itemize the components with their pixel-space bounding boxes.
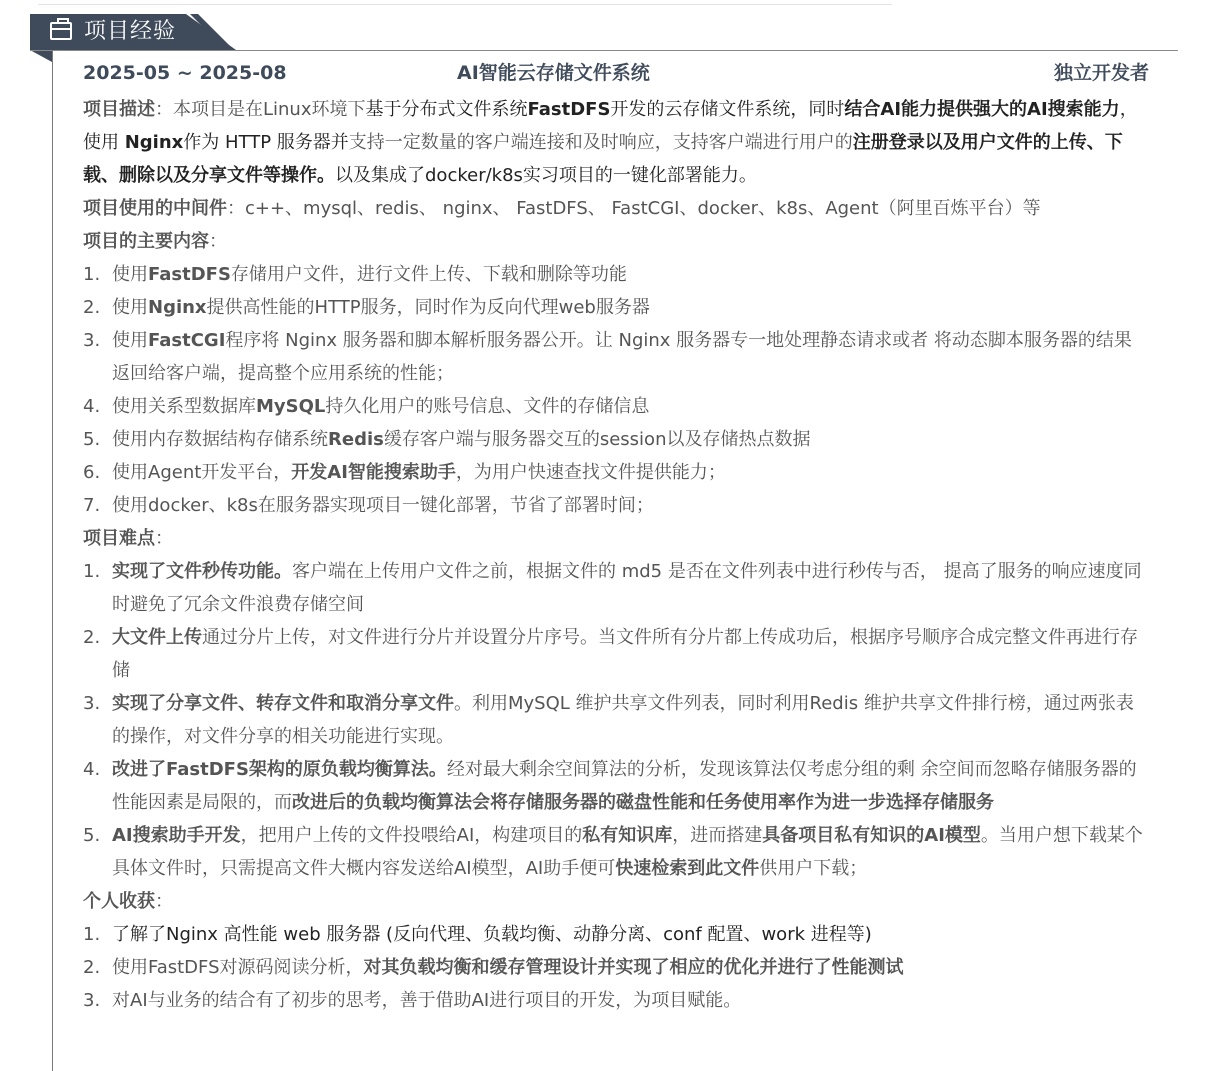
project-date-range: 2025-05 ~ 2025-08 — [83, 62, 287, 84]
project-name: AI智能云存储文件系统 — [457, 62, 650, 84]
difficulty-item: 4. 改进了FastDFS架构的原负载均衡算法。经对最大剩余空间算法的分析，发现该算法仅考虑分组的剩 余空间而忽略存储服务器的性能因素是局限的，而改进后的负载均衡算法会将存储服务器的磁盘性能和任务使用率作为进一步选择存储服务 — [83, 753, 1149, 819]
project-description: 项目描述：本项目是在Linux环境下基于分布式文件系统FastDFS开发的云存储文件系统，同时结合AI能力提供强大的AI搜索能力，使用 Nginx作为 HTTP 服务器并支持一定数量的客户端连接和及时响应，支持客户端进行用户的注册登录以及用户文件的上传、下载、删除以及分享文件等操作。以及集成了docker/k8s实习项目的一键化部署能力。 — [83, 99, 1138, 186]
top-divider — [38, 4, 892, 5]
difficulty-item: 3. 实现了分享文件、转存文件和取消分享文件。利用MySQL 维护共享文件列表，同时利用Redis 维护共享文件排行榜，通过两张表的操作，对文件分享的相关功能进行实现。 — [83, 687, 1149, 753]
gain-item: 1. 了解了Nginx 高性能 web 服务器 (反向代理、负载均衡、动静分离、conf 配置、work 进程等) — [83, 918, 1149, 951]
difficulty-item: 5. AI搜索助手开发，把用户上传的文件投喂给AI，构建项目的私有知识库，进而搭建具备项目私有知识的AI模型。当用户想下载某个具体文件时，只需提高文件大概内容发送给AI模型，AI助手便可快速检索到此文件供用户下载； — [83, 819, 1149, 885]
difficulties-list — [83, 555, 1149, 885]
list-number: 1. — [83, 561, 101, 582]
list-number: 5. — [83, 825, 101, 846]
main-content-item: 5. 使用内存数据结构存储系统Redis缓存客户端与服务器交互的session以及存储热点数据 — [83, 423, 1149, 456]
list-number: 6. — [83, 462, 101, 483]
list-number: 4. — [83, 759, 101, 780]
main-content-item: 6. 使用Agent开发平台，开发AI智能搜索助手，为用户快速查找文件提供能力； — [83, 456, 1149, 489]
middleware-line: 项目使用的中间件：c++、mysql、redis、 nginx、 FastDFS、 FastCGI、docker、k8s、Agent（阿里百炼平台）等 — [83, 198, 1041, 219]
list-number: 5. — [83, 429, 101, 450]
list-number: 7. — [83, 495, 101, 516]
difficulty-item: 2. 大文件上传通过分片上传，对文件进行分片并设置分片序号。当文件所有分片都上传成功后，根据序号顺序合成完整文件再进行存储 — [83, 621, 1149, 687]
gains-list — [83, 918, 1149, 1017]
timeline-line — [52, 50, 53, 1071]
project-content — [83, 57, 1149, 1017]
list-number: 4. — [83, 396, 101, 417]
main-content-heading: 项目的主要内容： — [83, 231, 227, 252]
gain-item: 2. 使用FastDFS对源码阅读分析，对其负载均衡和缓存管理设计并实现了相应的优化并进行了性能测试 — [83, 951, 1149, 984]
difficulty-item: 1. 实现了文件秒传功能。客户端在上传用户文件之前，根据文件的 md5 是否在文件列表中进行秒传与否， 提高了服务的响应速度同时避免了冗余文件浪费存储空间 — [83, 555, 1149, 621]
gains-heading: 个人收获： — [83, 891, 173, 912]
main-content-item: 4. 使用关系型数据库MySQL持久化用户的账号信息、文件的存储信息 — [83, 390, 1149, 423]
briefcase-icon — [50, 22, 72, 40]
project-header — [83, 57, 1149, 93]
list-number: 3. — [83, 330, 101, 351]
middleware-label: 项目使用的中间件 — [83, 198, 227, 219]
section-title: 项目经验 — [84, 19, 177, 44]
main-content-item: 2. 使用Nginx提供高性能的HTTP服务，同时作为反向代理web服务器 — [83, 291, 1149, 324]
list-number: 2. — [83, 957, 101, 978]
list-number: 2. — [83, 297, 101, 318]
list-number: 3. — [83, 990, 101, 1011]
gain-item: 3. 对AI与业务的结合有了初步的思考，善于借助AI进行项目的开发，为项目赋能。 — [83, 984, 1149, 1017]
main-content-item: 3. 使用FastCGI程序将 Nginx 服务器和脚本解析服务器公开。让 Nginx 服务器专一地处理静态请求或者 将动态脚本服务器的结果返回给客户端，提高整个应用系统的性能； — [83, 324, 1149, 390]
main-content-item: 1. 使用FastDFS存储用户文件，进行文件上传、下载和删除等功能 — [83, 258, 1149, 291]
difficulties-heading: 项目难点： — [83, 528, 173, 549]
list-number: 3. — [83, 693, 101, 714]
section-underline — [30, 50, 1178, 51]
list-number: 2. — [83, 627, 101, 648]
main-content-list — [83, 258, 1149, 522]
list-number: 1. — [83, 264, 101, 285]
description-label: 项目描述 — [83, 99, 155, 120]
main-content-item: 7. 使用docker、k8s在服务器实现项目一键化部署，节省了部署时间； — [83, 489, 1149, 522]
section-tab-fold — [30, 50, 52, 62]
project-role: 独立开发者 — [1053, 62, 1149, 84]
list-number: 1. — [83, 924, 101, 945]
